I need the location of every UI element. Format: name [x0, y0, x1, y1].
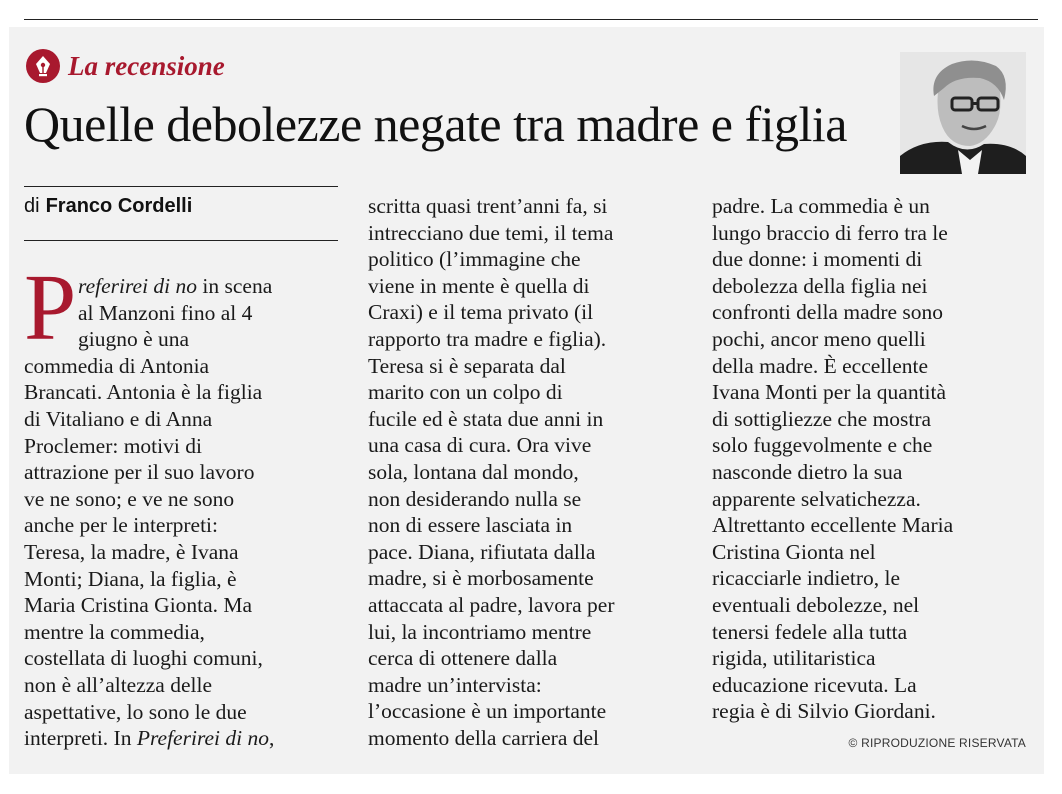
text-line: al Manzoni fino al 4: [78, 300, 253, 325]
author-name: Franco Cordelli: [45, 194, 193, 217]
text-line: apparente selvatichezza.: [712, 486, 921, 511]
text-line: Teresa si è separata dal: [368, 353, 566, 378]
text-line: giugno è una: [78, 327, 190, 352]
text-line: debolezza della figlia nei: [712, 273, 928, 298]
text-line: ricacciarle indietro, le: [712, 566, 901, 591]
text-line: non desiderando nulla se: [368, 486, 582, 511]
author-portrait: [900, 52, 1026, 174]
text-line: fucile ed è stata due anni in: [368, 406, 604, 431]
text-line: Cristina Gionta nel: [712, 539, 876, 564]
text-line: una casa di cura. Ora vive: [368, 433, 592, 458]
text-line: pace. Diana, rifiutata dalla: [368, 539, 596, 564]
headline: Quelle debolezze negate tra madre e figlia: [24, 96, 847, 152]
text-line: regia è di Silvio Giordani.: [712, 699, 936, 724]
text-line: Craxi) e il tema privato (il: [368, 300, 594, 325]
text-line: referirei di no in scena: [78, 274, 273, 298]
text-line: Ivana Monti per la quantità: [712, 380, 947, 405]
text-line: politico (l’immagine che: [368, 247, 581, 272]
text-line: scritta quasi trent’anni fa, si: [368, 194, 608, 218]
text-line: costellata di luoghi comuni,: [24, 646, 263, 671]
kicker-label: La recensione: [68, 50, 225, 81]
text-line: nasconde dietro la sua: [712, 459, 903, 484]
text-line: sola, lontana dal mondo,: [368, 459, 579, 484]
text-line: Altrettanto eccellente Maria: [712, 513, 954, 538]
text-line: non di essere lasciata in: [368, 513, 573, 538]
text-line: Monti; Diana, la figlia, è: [24, 566, 237, 591]
text-line: eventuali debolezze, nel: [712, 592, 920, 617]
text-line: confronti della madre sono: [712, 300, 944, 325]
drop-cap: P: [24, 256, 77, 360]
text-line: Proclemer: motivi di: [24, 433, 202, 458]
copyright-notice: © RIPRODUZIONE RISERVATA: [848, 736, 1026, 750]
text-line: di sottigliezze che mostra: [712, 406, 932, 431]
text-line: intrecciano due temi, il tema: [368, 220, 614, 245]
text-line: viene in mente è quella di: [368, 273, 590, 298]
text-line: attrazione per il suo lavoro: [24, 460, 255, 485]
italic-title: Preferirei di no: [136, 726, 270, 751]
text-line: cerca di ottenere dalla: [368, 646, 558, 671]
text-line: della madre. È eccellente: [712, 353, 929, 378]
text-line: mentre la commedia,: [24, 619, 205, 644]
byline: [24, 190, 192, 222]
text-line: madre un’intervista:: [368, 672, 542, 697]
text-line: padre. La commedia è un: [712, 194, 930, 218]
byline-bottom-rule: [24, 240, 338, 241]
text-line: interpreti. In Preferirei di no,: [24, 726, 275, 751]
text-line: Teresa, la madre, è Ivana: [24, 539, 239, 564]
text-line: l’occasione è un importante: [368, 699, 607, 724]
text-line: madre, si è morbosamente: [368, 566, 594, 591]
text-line: solo fuggevolmente e che: [712, 433, 933, 458]
article-column-2: [368, 193, 688, 751]
text-line: commedia di Antonia: [24, 353, 210, 378]
byline-top-rule: [24, 186, 338, 187]
text-line: di Vitaliano e di Anna: [24, 406, 213, 431]
text-line: Maria Cristina Gionta. Ma: [24, 593, 253, 618]
text-line: Brancati. Antonia è la figlia: [24, 380, 263, 405]
text-line: rapporto tra madre e figlia).: [368, 326, 607, 351]
top-rule: [24, 19, 1038, 20]
article-column-1: [24, 273, 342, 752]
text-line: pochi, ancor meno quelli: [712, 326, 926, 351]
text-line: educazione ricevuta. La: [712, 672, 917, 697]
text-line: due donne: i momenti di: [712, 247, 923, 272]
text-line: tenersi fedele alla tutta: [712, 619, 908, 644]
text-line: ve ne sono; e ve ne sono: [24, 486, 235, 511]
text-line: rigida, utilitaristica: [712, 646, 876, 671]
text-line: attaccata al padre, lavora per: [368, 592, 615, 617]
byline-prefix: di: [24, 194, 40, 217]
text-line: aspettative, lo sono le due: [24, 699, 247, 724]
text-line: marito con un colpo di: [368, 380, 563, 405]
italic-title: referirei di no: [78, 274, 198, 298]
text-line: non è all’altezza delle: [24, 672, 213, 697]
pen-nib-icon: [26, 49, 60, 83]
text-line: anche per le interpreti:: [24, 513, 218, 538]
text-line: lungo braccio di ferro tra le: [712, 220, 948, 245]
text-line: momento della carriera del: [368, 725, 600, 750]
article-column-3: [712, 193, 1032, 725]
text-line: lui, la incontriamo mentre: [368, 619, 592, 644]
section-kicker: [26, 48, 225, 84]
